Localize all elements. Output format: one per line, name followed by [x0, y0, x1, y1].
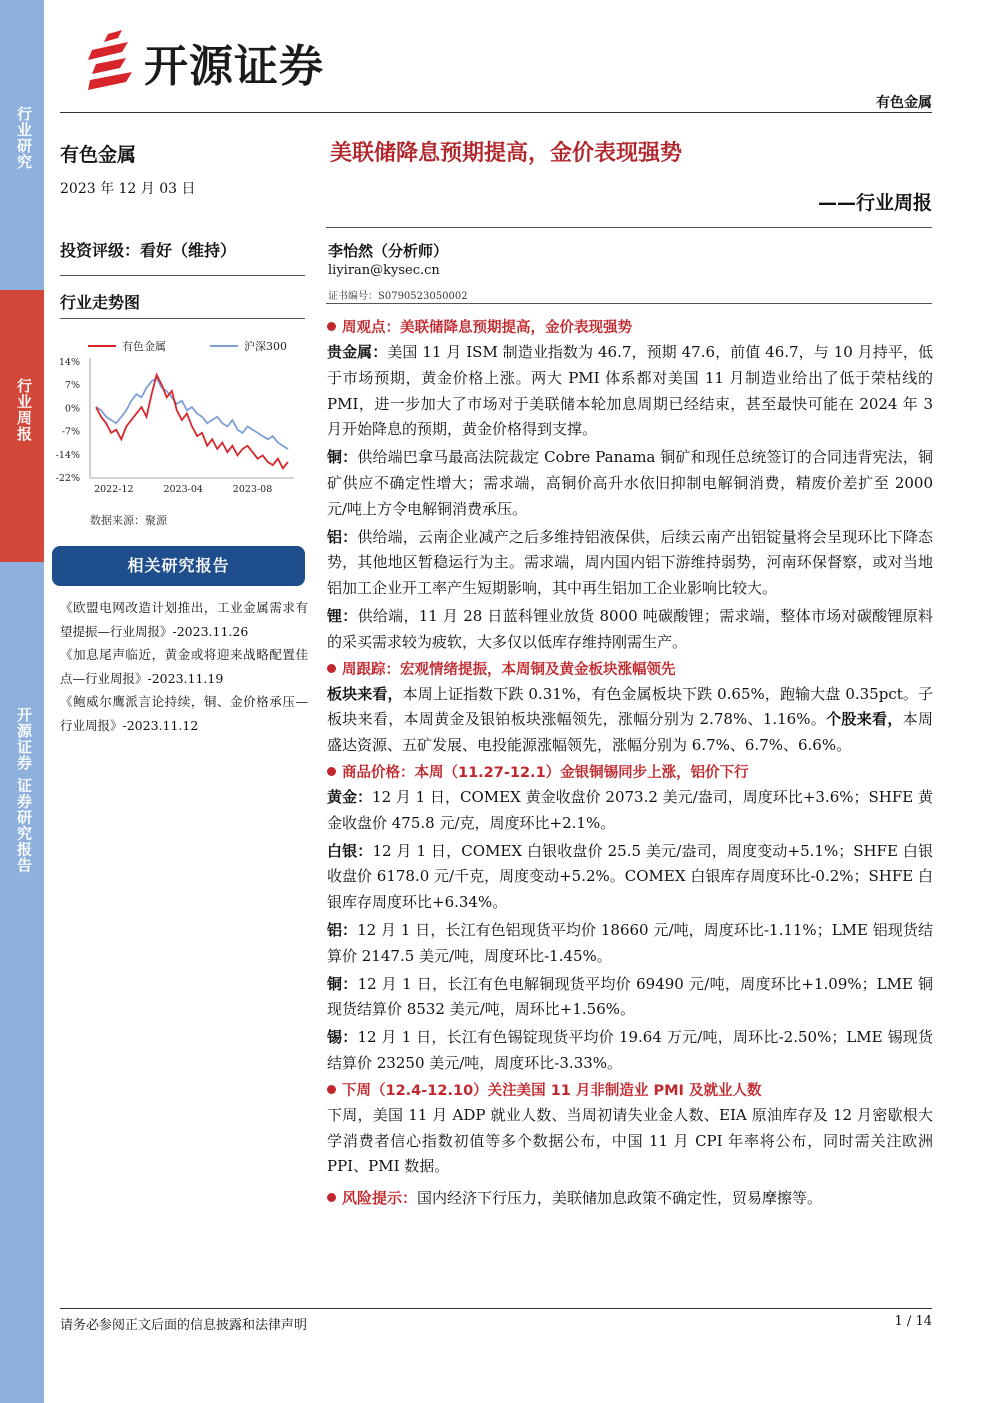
header-sector-tag: 有色金属 — [876, 95, 932, 111]
rating-divider — [60, 275, 305, 276]
paragraph-lithium — [327, 604, 933, 656]
y-tick-label: 7% — [64, 380, 80, 392]
y-tick-label: 14% — [58, 357, 80, 368]
x-tick-label: 2022-12 — [94, 484, 134, 495]
risk-text: 国内经济下行压力，美联储加息政策不确定性，贸易摩擦等。 — [417, 1189, 823, 1208]
x-tick-label: 2023-08 — [232, 484, 273, 495]
paragraph-silver — [327, 839, 933, 916]
analyst-email[interactable]: liyiran@kysec.cn — [328, 263, 440, 278]
para-label: 黄金： — [327, 787, 373, 806]
series-line — [96, 378, 288, 449]
bullet-icon — [327, 1085, 336, 1094]
report-subtitle: ——行业周报 — [817, 192, 932, 214]
related-reports-list — [60, 596, 308, 737]
para-text: 12 月 1 日，长江有色铝现货平均价 18660 元/吨，周度环比-1.11%；LME 铝现货结算价 2147.5 美元/吨，周度环比-1.45%。 — [327, 920, 933, 965]
para-text: 本周上证指数下跌 0.31%，有色金属板块下跌 0.65%，跑输大盘 0.35pct。子板块来看，本周黄金及银铂板块涨幅领先，涨幅分别为 2.78%、1.16%。 — [327, 684, 933, 729]
paragraph-tin-price — [327, 1025, 933, 1077]
bullet-icon — [327, 322, 336, 331]
y-tick-label: -14% — [55, 449, 80, 461]
investment-rating: 投资评级：看好（维持） — [60, 241, 237, 260]
para-text: 供给端巴拿马最高法院裁定 Cobre Panama 铜矿和现任总统签订的合同违背宪法，铜矿供应不确定性增大；需求端，高铜价高升水依旧抑制电解铜消费，精废价差扩至 2000 元/吨上方令电解铜消费承压。 — [327, 448, 933, 518]
report-body — [327, 314, 933, 1214]
brand-logo — [88, 28, 378, 96]
sidebar-label-brand: 开源证券 证券研究报告 — [15, 707, 33, 874]
brand-name: 开源证券 — [144, 41, 324, 92]
paragraph-gold — [327, 785, 933, 837]
sidebar-label-research: 行业研究 — [15, 106, 33, 170]
section-title: 商品价格：本周（11.27-12.1）金银铜锡同步上涨，铝价下行 — [342, 764, 749, 781]
para-text: 12 月 1 日，COMEX 黄金收盘价 2073.2 美元/盎司，周度环比+3.6%；SHFE 黄金收盘价 475.8 元/克，周度环比+2.1%。 — [327, 787, 933, 832]
section-weekly-view — [327, 316, 933, 340]
paragraph-next-week: 下周，美国 11 月 ADP 就业人数、当周初请失业金人数、EIA 原油库存及 12 月密歇根大学消费者信心指数初值等多个数据公布，中国 11 月 CPI 年率将公布，同时需关注欧洲 PPI、PMI 数据。 — [327, 1105, 933, 1176]
footer-divider — [60, 1308, 932, 1309]
legend-label: 沪深300 — [244, 340, 287, 353]
section-title: 周跟踪：宏观情绪提振，本周铜及黄金板块涨幅领先 — [342, 661, 676, 678]
para-text: 12 月 1 日，长江有色锡锭现货平均价 19.64 万元/吨，周环比-2.50%；LME 锡现货结算价 23250 美元/吨，周度环比-3.33%。 — [327, 1028, 933, 1072]
section-title: 周观点：美联储降息预期提高，金价表现强势 — [342, 320, 632, 336]
bullet-icon — [327, 664, 336, 673]
para-label: 个股来看， — [826, 710, 903, 729]
title-divider — [326, 227, 932, 228]
analyst-divider — [326, 303, 932, 304]
y-tick-label: -7% — [61, 426, 80, 438]
sidebar-label-weekly: 行业周报 — [15, 378, 33, 442]
para-text: 本周盛达资源、五矿发展、电投能源涨幅领先，涨幅分别为 6.7%、6.7%、6.6%。 — [327, 710, 933, 755]
trend-divider — [60, 318, 305, 319]
paragraph-aluminium-price — [327, 918, 933, 970]
section-weekly-tracking — [327, 658, 933, 682]
trend-chart-title: 行业走势图 — [60, 293, 141, 312]
report-date: 2023 年 12 月 03 日 — [60, 181, 196, 197]
para-text: 美国 11 月 ISM 制造业指数为 46.7，预期 47.6，前值 46.7，与 10 月持平，低于市场预期，黄金价格上涨。两大 PMI 体系都对美国 11 月制造业给出了低于荣枯线的 PMI，进一步加大了市场对于美联储本轮加息周期已经结束，甚至最快可能在 2024 年 3 月开始降息的预期，黄金价格得到支撑。 — [327, 343, 933, 439]
para-text: 供给端，11 月 28 日蓝科锂业放货 8000 吨碳酸锂；需求端，整体市场对碳酸锂原料的采买需求较为疲软，大多仅以低库存维持刚需生产。 — [327, 606, 933, 651]
paragraph-copper-price — [327, 972, 933, 1024]
section-title: 下周（12.4-12.10）关注美国 11 月非制造业 PMI 及就业人数 — [342, 1082, 762, 1099]
para-text: 12 月 1 日，COMEX 白银收盘价 25.5 美元/盎司，周度变动+5.1%；SHFE 白银收盘价 6178.0 元/千克，周度变动+5.2%。COMEX 白银库存周度环比-0.2%；SHFE 白银库存周度环比+6.34%。 — [327, 841, 933, 912]
header-divider — [60, 112, 932, 113]
footer-disclaimer[interactable]: 请务必参阅正文后面的信息披露和法律声明 — [60, 1318, 308, 1333]
report-title: 美联储降息预期提高，金价表现强势 — [330, 141, 683, 166]
sidebar-strip-bottom — [0, 562, 44, 1403]
para-label: 锂： — [327, 606, 358, 625]
para-label: 铜： — [327, 974, 358, 993]
bullet-icon — [327, 767, 336, 776]
page-number: 1 / 14 — [894, 1314, 932, 1329]
related-reports-button[interactable]: 相关研究报告 — [52, 546, 305, 586]
paragraph-sectors — [327, 682, 933, 759]
para-label: 铝： — [327, 920, 358, 939]
analyst-cert: 证书编号：S0790523050002 — [328, 291, 468, 302]
para-label: 锡： — [327, 1028, 358, 1047]
risk-label: 风险提示： — [342, 1189, 418, 1208]
para-label: 白银： — [327, 841, 373, 860]
para-text: 供给端，云南企业减产之后多维持铝液保供，后续云南产出铝锭量将会呈现环比下降态势，其他地区暂稳运行为主。需求端，周内国内铝下游维持弱势，河南环保督察，或对当地铝加工企业开工率产生短期影响，其中再生铝加工企业影响比较大。 — [327, 527, 933, 598]
section-commodity-prices — [327, 761, 933, 785]
para-text: 12 月 1 日，长江有色电解铜现货平均价 69490 元/吨，周度环比+1.09%；LME 铜现货结算价 8532 美元/吨，周环比+1.56%。 — [327, 974, 933, 1019]
section-next-week — [327, 1079, 933, 1103]
analyst-name: 李怡然（分析师） — [328, 242, 449, 260]
related-report-link[interactable]: 《加息尾声临近，黄金或将迎来战略配置佳点—行业周报》-2023.11.19 — [60, 647, 308, 686]
logo-mark-icon — [88, 28, 140, 92]
x-tick-label: 2023-04 — [163, 484, 203, 495]
related-report-link[interactable]: 《鲍威尔鹰派言论持续，铜、金价格承压—行业周报》-2023.11.12 — [60, 694, 308, 733]
trend-chart — [52, 330, 302, 500]
para-label: 铜： — [327, 448, 358, 467]
paragraph-aluminium — [327, 525, 933, 602]
risk-warning — [327, 1186, 933, 1212]
para-label: 贵金属： — [327, 343, 388, 361]
sector-name: 有色金属 — [60, 144, 137, 166]
y-tick-label: -22% — [55, 473, 80, 484]
related-report-link[interactable]: 《欧盟电网改造计划推出，工业金属需求有望提振—行业周报》-2023.11.26 — [60, 600, 308, 639]
chart-source: 数据来源：聚源 — [90, 514, 167, 527]
paragraph-copper — [327, 445, 933, 522]
series-line — [96, 375, 288, 468]
bullet-icon — [327, 1193, 336, 1202]
para-label: 铝： — [327, 527, 358, 546]
legend-label: 有色金属 — [122, 340, 166, 353]
para-label: 板块来看， — [327, 684, 403, 703]
y-tick-label: 0% — [64, 403, 80, 415]
paragraph-precious-metals — [327, 340, 933, 443]
